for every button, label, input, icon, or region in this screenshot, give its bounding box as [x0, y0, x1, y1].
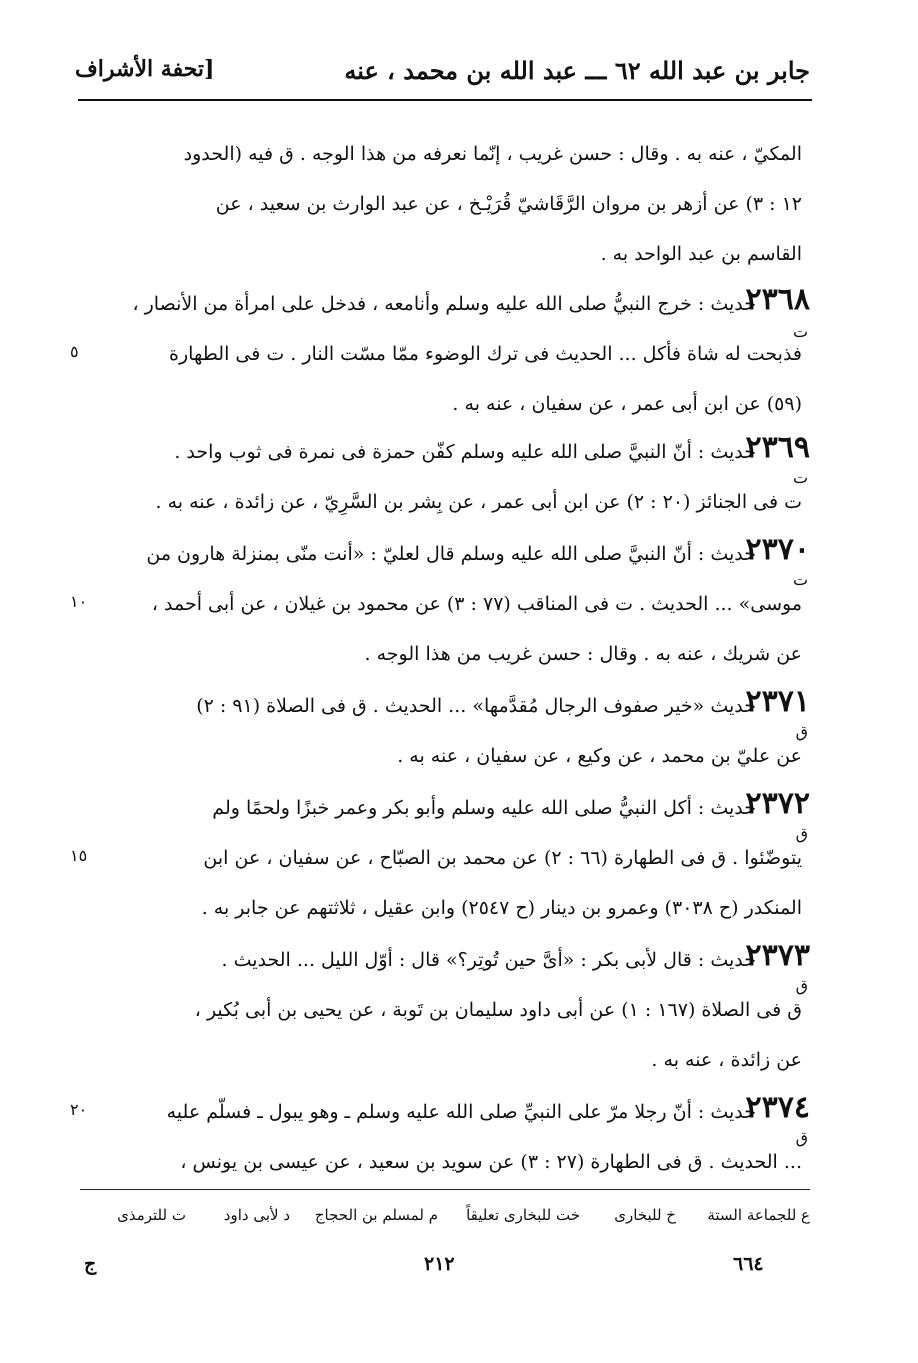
abbreviation-key: د لأبى داود: [223, 1206, 290, 1224]
text-line: عن عليّ بن محمد ، عن وكيع ، عن سفيان ، عنه به .: [397, 745, 802, 767]
text-line: ... الحديث . ق فى الطهارة (٢٧ : ٣) عن سويد بن سعيد ، عن عيسى بن يونس ،: [180, 1151, 802, 1173]
running-header-left: [تحفة الأشراف: [75, 56, 215, 82]
siglum: ق: [795, 976, 808, 995]
text-line: عن شريك ، عنه به . وقال : حسن غريب من هذا الوجه .: [364, 643, 802, 665]
volume-letter: ج: [84, 1253, 97, 1275]
text-line: حديث : أنّ النبيَّ صلى الله عليه وسلم كفّن حمزة فى نمرة فى ثوب واحد .: [174, 441, 756, 463]
text-line: حديث : أنّ النبيَّ صلى الله عليه وسلم قال لعليّ : «أنت منّى بمنزلة هارون من: [146, 543, 756, 565]
text-line: ق فى الصلاة (١٦٧ : ١) عن أبى داود سليمان بن تَوبة ، عن يحيى بن أبى بُكير ،: [194, 999, 802, 1021]
text-line: يتوضّئوا . ق فى الطهارة (٦٦ : ٢) عن محمد بن الصبّاح ، عن سفيان ، عن ابن: [203, 847, 802, 869]
abbreviation-key: م لمسلم بن الحجاج: [314, 1206, 438, 1224]
text-line: حديث : خرج النبيُّ صلى الله عليه وسلم وأنامعه ، فدخل على امرأة من الأنصار ،: [132, 293, 756, 315]
abbreviation-key: ت للترمذى: [117, 1206, 186, 1224]
text-line: ١٢ : ٣) عن أزهر بن مروان الرَّقَاشيّ قُرَيْـخ ، عن عبد الوارث بن سعيد ، عن: [215, 193, 802, 215]
text-line: موسى» ... الحديث . ت فى المناقب (٧٧ : ٣) عن محمود بن غيلان ، عن أبى أحمد ،: [151, 593, 802, 615]
siglum: ق: [795, 1128, 808, 1147]
abbreviation-key: خ للبخارى: [614, 1206, 676, 1224]
running-header-right: جابر بن عبد الله ٦٢ ـــ عبد الله بن محمد ، عنه: [344, 56, 810, 85]
abbreviation-key: ع للجماعة الستة: [707, 1206, 810, 1224]
hadith-number: ٢٣٦٩: [745, 430, 810, 465]
margin-line-number: ١٠: [70, 592, 88, 611]
margin-line-number: ١٥: [70, 846, 88, 865]
hadith-number: ٢٣٧٠: [745, 532, 810, 567]
text-line: حديث «خير صفوف الرجال مُقدَّمها» ... الحديث . ق فى الصلاة (٩١ : ٢): [196, 695, 756, 717]
siglum: ق: [795, 722, 808, 741]
text-line: حديث : أكل النبيُّ صلى الله عليه وسلم وأبو بكر وعمر خبزًا ولحمًا ولم: [212, 797, 756, 819]
margin-line-number: ٥: [70, 342, 79, 361]
text-line: (٥٩) عن ابن أبى عمر ، عن سفيان ، عنه به .: [452, 393, 802, 415]
text-line: عن زائدة ، عنه به .: [651, 1049, 802, 1071]
text-line: ت فى الجنائز (٢٠ : ٢) عن ابن أبى عمر ، عن بِشر بن السَّرِيّ ، عن زائدة ، عنه به .: [155, 491, 802, 513]
footnote-rule: [80, 1189, 810, 1190]
hadith-number: ٢٣٧٢: [745, 786, 810, 821]
abbreviation-key: خت للبخارى تعليقاً: [466, 1206, 580, 1224]
siglum: ق: [795, 824, 808, 843]
section-number: ٦٦٤: [733, 1253, 764, 1275]
margin-line-number: ٢٠: [70, 1100, 88, 1119]
text-line: القاسم بن عبد الواحد به .: [600, 243, 802, 265]
hadith-number: ٢٣٧١: [745, 684, 810, 719]
text-line: فذبحت له شاة فأكل ... الحديث فى ترك الوضوء ممّا مسّت النار . ت فى الطهارة: [169, 343, 802, 365]
text-line: المنكدر (ح ٣٠٣٨) وعمرو بن دينار (ح ٢٥٤٧) وابن عقيل ، ثلاثتهم عن جابر به .: [201, 897, 802, 919]
hadith-number: ٢٣٧٤: [745, 1090, 810, 1125]
text-line: حديث : أنّ رجلا مرّ على النبيِّ صلى الله عليه وسلم ـ وهو يبول ـ فسلّم عليه: [166, 1101, 756, 1123]
siglum: ت: [792, 468, 808, 487]
hadith-number: ٢٣٧٣: [745, 938, 810, 973]
text-line: المكيّ ، عنه به . وقال : حسن غريب ، إنّما نعرفه من هذا الوجه . ق فيه (الحدود: [183, 143, 802, 165]
siglum: ت: [792, 322, 808, 341]
header-rule: [78, 99, 812, 101]
text-line: حديث : قال لأبى بكر : «أىَّ حين تُوتِر؟» قال : أوّل الليل ... الحديث .: [221, 949, 756, 971]
hadith-number: ٢٣٦٨: [745, 282, 810, 317]
page-number: ٢١٢: [424, 1253, 455, 1275]
siglum: ت: [792, 570, 808, 589]
